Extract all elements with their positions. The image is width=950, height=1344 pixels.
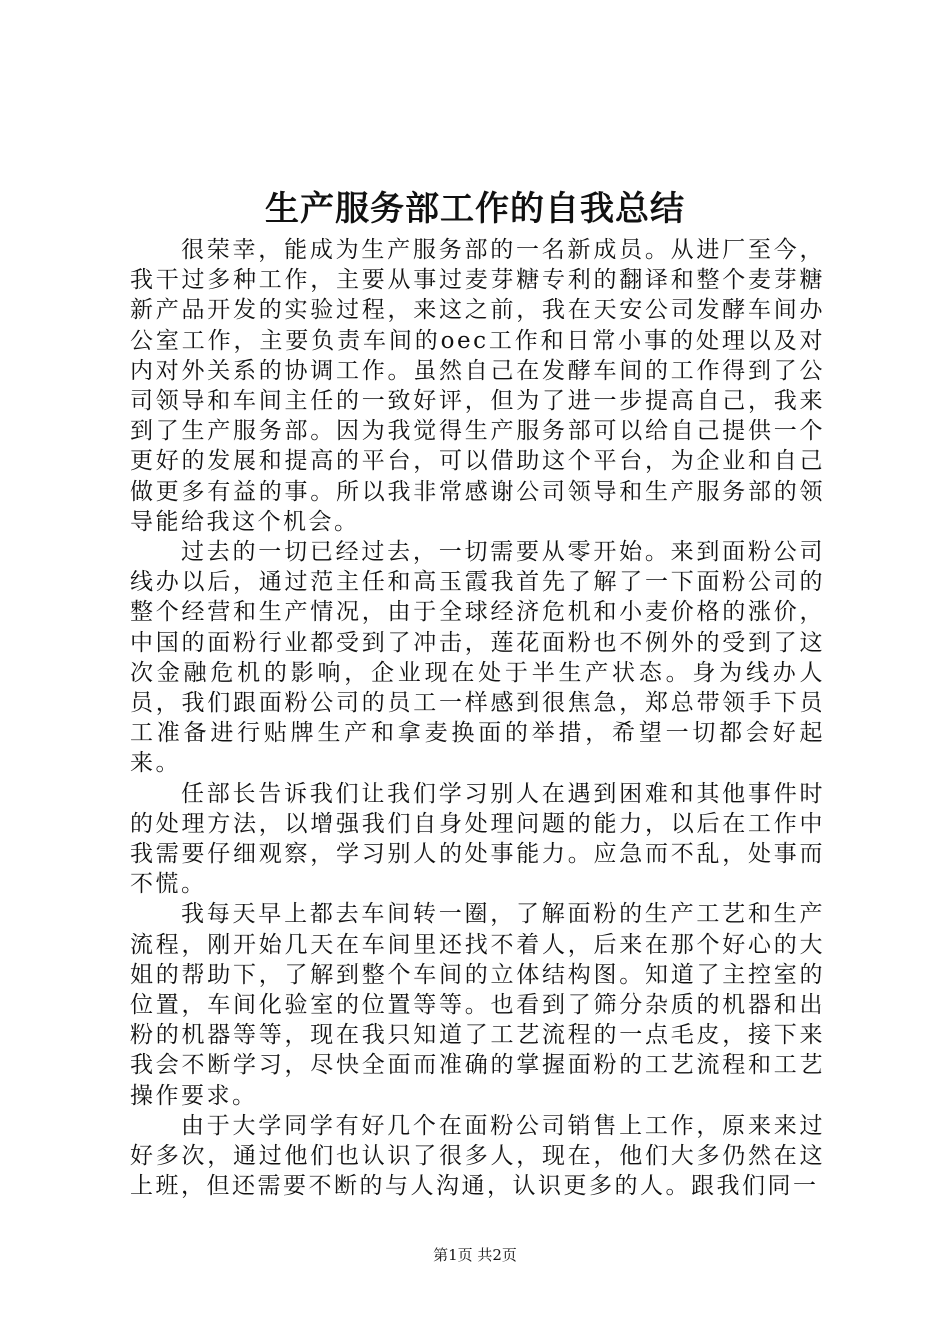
paragraph: 由于大学同学有好几个在面粉公司销售上工作，原来来过好多次，通过他们也认识了很多人，现在，他们大多仍然在这上班，但还需要不断的与人沟通，认识更多的人。跟我们同一 [130,1112,825,1200]
paragraph: 过去的一切已经过去，一切需要从零开始。来到面粉公司线办以后，通过范主任和高玉霞我首先了解了一下面粉公司的整个经营和生产情况，由于全球经济危机和小麦价格的涨价，中国的面粉行业都受到了冲击，莲花面粉也不例外的受到了这次金融危机的影响，企业现在处于半生产状态。身为线办人员，我们跟面粉公司的员工一样感到很焦急，郑总带领手下员工准备进行贴牌生产和拿麦换面的举措，希望一切都会好起来。 [130,539,825,777]
document-body [130,235,825,1202]
paragraph: 我每天早上都去车间转一圈，了解面粉的生产工艺和生产流程，刚开始几天在车间里还找不着人，后来在那个好心的大姐的帮助下，了解到整个车间的立体结构图。知道了主控室的位置，车间化验室的位置等等。也看到了筛分杂质的机器和出粉的机器等等，现在我只知道了工艺流程的一点毛皮，接下来我会不断学习，尽快全面而准确的掌握面粉的工艺流程和工艺操作要求。 [130,901,825,1109]
page-footer: 第1页 共2页 [433,1246,517,1264]
document-title: 生产服务部工作的自我总结 [265,189,685,229]
paragraph: 任部长告诉我们让我们学习别人在遇到困难和其他事件时的处理方法，以增强我们自身处理问题的能力，以后在工作中我需要仔细观察，学习别人的处事能力。应急而不乱，处事而不慌。 [130,780,825,898]
paragraph: 很荣幸，能成为生产服务部的一名新成员。从进厂至今，我干过多种工作，主要从事过麦芽糖专利的翻译和整个麦芽糖新产品开发的实验过程，来这之前，我在天安公司发酵车间办公室工作，主要负责车间的oec工作和日常小事的处理以及对内对外关系的协调工作。虽然自己在发酵车间的工作得到了公司领导和车间主任的一致好评，但为了进一步提高自己，我来到了生产服务部。因为我觉得生产服务部可以给自己提供一个更好的发展和提高的平台，可以借助这个平台，为企业和自己做更多有益的事。所以我非常感谢公司领导和生产服务部的领导能给我这个机会。 [130,237,825,535]
